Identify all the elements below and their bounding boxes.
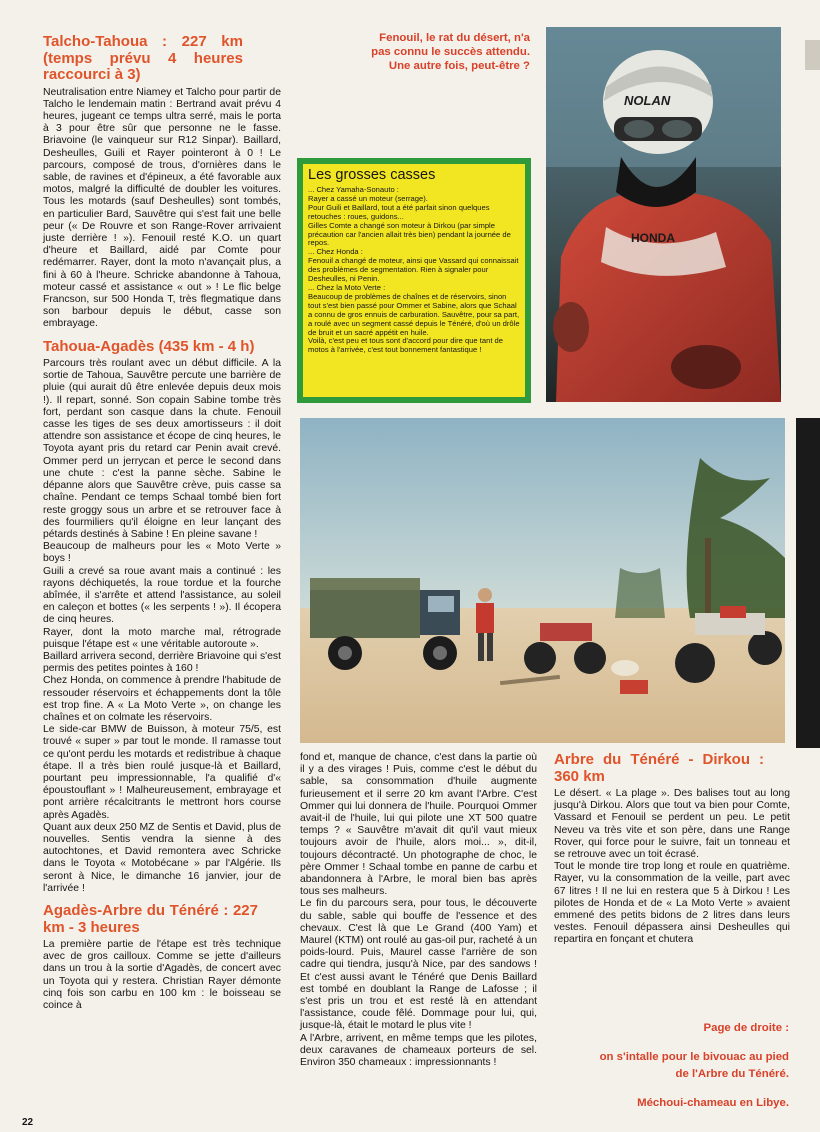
jacket-text: HONDA — [631, 231, 675, 245]
middle-column — [300, 752, 537, 1069]
caption-line: Méchoui-chameau en Libye. — [637, 1097, 789, 1109]
photo-caption-top: Fenouil, le rat du désert, n'a pas connu le succès attendu. Une autre fois, peut-être ? — [371, 32, 530, 72]
helmet-text: NOLAN — [624, 93, 671, 108]
paragraph: A l'Arbre, arrivent, en même temps que les pilotes, deux caravanes de chameaux porteurs de sel. Environ 350 chameaux : impressionnants ! — [300, 1032, 537, 1069]
photo-bivouac — [300, 418, 785, 743]
caption-line: on s'intalle pour le bivouac au pied de l'Arbre du Ténéré. — [599, 1051, 789, 1080]
box-paragraph: Voilà, c'est peu et tous sont d'accord pour dire que tant de motos à l'arrivée, c'est tout bonnement fantastique ! — [308, 336, 503, 355]
section-heading-arbre-dirkou: Arbre du Ténéré - Dirkou : 360 km — [554, 751, 764, 785]
box-paragraph: Pour Guili et Baillard, tout a été parfait sinon quelques retouches : roues, guidons... — [308, 202, 490, 221]
box-paragraph: ... Chez Honda : — [308, 247, 363, 257]
paragraph: Rayer, dont la moto marche mal, rétrograde puisque l'étape est « une véritable autoroute ». — [43, 626, 281, 650]
paragraph: Le side-car BMW de Buisson, à moteur 75/5, est trouvé « super » par tout le monde. Il ramasse tout ce qu'ont perdu les motards et redistribue à chaque étape. Il a très bien roulé jusque-là et Baillard, pourtant peu impressionnable, l'a qualifié d'« époustouflant » ! Malheureusement, embrayage et pont arrière récalcitrants le mettront hors course après Agadès. — [43, 724, 281, 821]
rider-photo-illustration — [546, 27, 781, 402]
sidebar-box — [297, 158, 531, 403]
paragraph: fond et, manque de chance, c'est dans la partie où il y a des virages ! Puis, comme c'est le début du sable, sa consommation d'huile augmente furieusement et il serre 20 km avant l'Arbre. C'est Ommer qui lui donnera de l'huile. Pourquoi Ommer avait-il de l'huile, lui qui pilote une XT 500 quatre temps ? « Sauvêtre m'avait dit qu'il vaut mieux toujours avoir de l'huile, alors moi... », dit-il, toujours décontracté. Un photographe de choc, le père Ommer ! Schaal tombe en panne de carbu et abandonnera à l'Arbre, le moral bien bas après tous ses malheurs. — [300, 752, 537, 898]
paragraph: Tout le monde tire trop long et roule en quatrième. Rayer, vu la consommation de la veille, part avec 67 litres ! Il ne lui en restera que 5 à Dirkou ! Les pilotes de Honda et de « La Moto Verte » avaient emmené des petits bidons de 2 litres dans leurs vestes. Fenouil dépassera ainsi Desheulles qui repartira en fonçant et chutera — [554, 861, 790, 946]
paragraph: Parcours très roulant avec un début difficile. A la sortie de Tahoua, Sauvêtre percute une barrière de pluie (qui aurait dû être enlevée depuis deux mois !). Il repart, sonné. Son copain Sabine tombe très fort, perdant son casque dans la chute. Fenouil casse les tiges de ses deux amortisseurs : il doit attendre son assistance et écope de cinq heures, le Toyota ayant pris du retard car Penin avait crevé. Ommer perd un jerrycan et perce le second dans une chute : c'est la panne sèche. Sabine le dépanne alors que Sauvêtre crève, puis casse sa chaîne. Pendant ce temps Schaal tombé bien fort reste groggy sous un arbre et se retrouver face à des fourmiliers qu'il éloigne en leur lançant des pétards destinés à Sabine ! En pleine savane ! — [43, 358, 281, 540]
paragraph: Le fin du parcours sera, pour tous, le découverte du sable, sable qui bouffe de l'essence et des chevaux. C'est là que Le Grand (400 Yam) et Maurel (KTM) ont roulé au gas-oil pur, racheté à un poids-lourd. Puis, Maurel casse l'arrière de son cadre qui tiendra, jusqu'à Nice, par des sandows ! Et c'est aussi avant le Ténéré que Denis Baillard est tombé en doublant la Range de Lafosse ; il s'est pris un trou et est resté là en attendant l'assistance, coude fêlé. Dommage pour lui, qui, jusque-là, était le motard le plus vite ! — [300, 898, 537, 1032]
section-heading-agades-arbre: Agadès-Arbre du Ténéré : 227 km - 3 heures — [43, 902, 258, 936]
page-number: 22 — [22, 1117, 34, 1128]
paragraph: La première partie de l'étape est très technique avec de gros cailloux. Comme se jette d'ailleurs dans un trou à la sortie d'Agadès, de concert avec un Toyota qui y restera. Christian Rayer démonte cinq fois son carbu en 100 km : le boisseau se coince à — [43, 939, 281, 1012]
paragraph: Chez Honda, on commence à prendre l'habitude de ressouder réservoirs et échappements dont la tôle est trop fine. A « La Moto Verte », on change les chaînes et on colmate les réservoirs. — [43, 675, 281, 723]
photo-caption-bottom — [585, 1020, 789, 1112]
section-heading-tahoua-agades: Tahoua-Agadès (435 km - 4 h) — [43, 337, 255, 355]
paragraph: Beaucoup de malheurs pour les « Moto Verte » boys ! — [43, 541, 281, 565]
box-paragraph: Fenouil a changé de moteur, ainsi que Vassard qui connaissait des problèmes de segmentation. Rien à signaler pour Desheulles, ni Penin. — [308, 256, 519, 284]
bivouac-photo-illustration — [300, 418, 785, 743]
left-column — [43, 34, 281, 1012]
sidebar-box-title: Les grosses casses — [308, 167, 436, 183]
facing-page-edge — [796, 418, 820, 748]
caption-line: Page de droite : — [703, 1022, 789, 1034]
paragraph: Guili a crevé sa roue avant mais a continué : les rayons déchiquetés, la roue tordue et la fourche abîmée, il s'arrête et attend l'assistance, au soleil en caleçon et bottes (« les serpents ! »). Il écopera de cinq heures. — [43, 565, 281, 626]
box-paragraph: ... Chez la Moto Verte : — [308, 282, 386, 292]
photo-rider-helmet — [546, 27, 781, 402]
box-paragraph: ... Chez Yamaha-Sonauto : — [308, 185, 399, 194]
paragraph: Baillard arrivera second, derrière Briavoine qui s'est permis des petites pointes à 160 ! — [43, 650, 281, 675]
facing-page-edge — [805, 40, 820, 70]
box-paragraph: Rayer a cassé un moteur (serrage). — [308, 193, 428, 203]
paragraph: Le désert. « La plage ». Des balises tout au long jusqu'à Dirkou. Alors que tout va bien pour Comte, Vassard et Fenouil se perdent un peu. Le petit Neveu va très vite et son père, dans une Range Rover, qui force pour le suivre, fait un tonneau et se retrouve avec un toit écrasé. — [554, 788, 790, 861]
box-paragraph: Beaucoup de problèmes de chaînes et de réservoirs, sinon tout s'est bien passé pour Ommer et Sabine, alors que Schaal a connu de gros ennuis de carburation. Sauvêtre, pour sa part, a roulé avec un segment cassé depuis le Ténéré, d'où un drôle de bruit et un sacré appétit en huile. — [308, 291, 520, 337]
paragraph: Quant aux deux 250 MZ de Sentis et David, plus de nouvelles. Sentis vendra la sienne à des autochtones, et David remontera avec Schricke dans le Toyota « Motobécane » par l'Algérie. Ils seront à Nice, le dimanche 16 janvier, jour de l'arrivée ! — [43, 821, 281, 894]
sidebar-box-inner — [303, 164, 525, 397]
right-column — [554, 752, 790, 947]
box-paragraph: Gilles Comte a changé son moteur à Dirkou (par simple précaution car l'ancien allait très bien) pendant la journée de repos. — [308, 220, 511, 248]
paragraph: Neutralisation entre Niamey et Talcho pour partir de Talcho le lendemain matin : Bertrand avait prévu 4 heures, jugeant ce temps ultra serré, mais le porta à 3 pour être sûr que personne ne le fasse. Briavoine (le vainqueur sur R12 Sinpar). Baillard, Desheulles, Guili et Rayer pointeront à 0 ! Le parcours, composé de trous, d'ornières dans le sable, de ravines et d'épineux, a été favorable aux motos, malgré la difficulté de doubler les voitures. Tous les motards (sauf Desheulles) sont tombés, en particulier Bard, Sauvêtre qui s'est fait une belle peur (« De Rouvre et son Range-Rover arrivaient juste derrière ! »). Fenouil resté K.O. un quart d'heure et Baillard, aidé par Comte pour redémarrer. Rayer, dont la moto n'avançait plus, a fini à 60 à l'heure. Schricke abandonne à Tahoua, moteur cassé et assistance « out » ! Le flic belge Francson, sur 500 Honda T, très flegmatique dans son barbour depuis le début, casse son embrayage. — [43, 86, 281, 330]
section-heading-talcho-tahoua: Talcho-Tahoua : 227 km (temps prévu 4 heures raccourci à 3) — [43, 33, 243, 83]
